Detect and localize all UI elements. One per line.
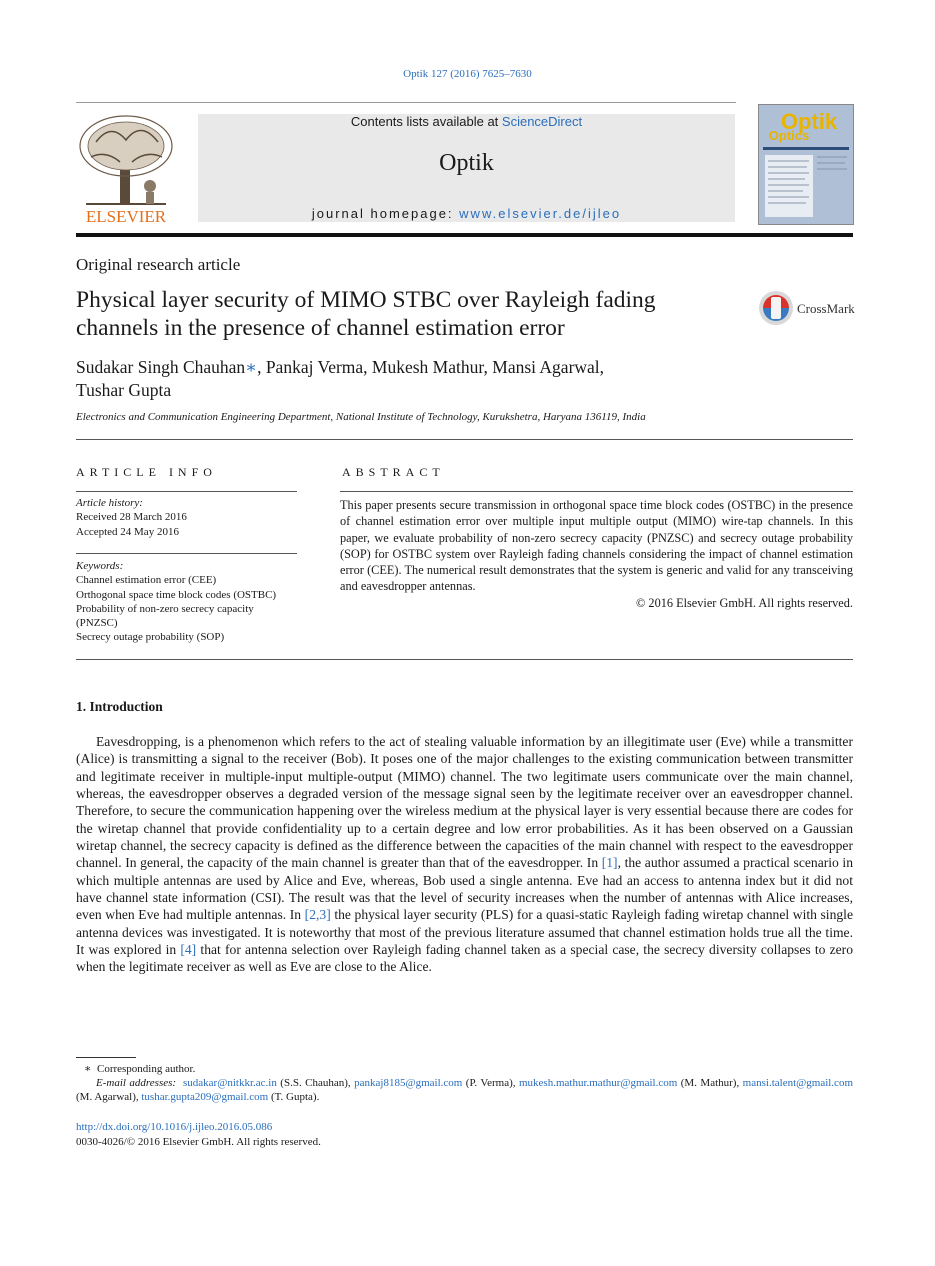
keyword-item: (PNZSC): [76, 617, 118, 630]
email-link-chauhan[interactable]: sudakar@nitkkr.ac.in: [183, 1077, 277, 1089]
email-owner: (T. Gupta).: [268, 1091, 320, 1103]
email-owner: (M. Mathur),: [677, 1077, 743, 1089]
reference-link-1[interactable]: [1]: [601, 855, 618, 871]
corresponding-label: Corresponding author.: [96, 1063, 196, 1075]
intro-text-1: Eavesdropping, is a phenomenon which refers to the act of stealing valuable information by an illegitimate user (Eve) while a transmitter (Alice) is transmitting a signal to the receiver (Bob). It poses one of the major challenges to the existing communication between transmitter and legitimate receiver in multiple-input multiple-output (MIMO) channel. The two legitimate users communicate over the main channel, whereas, the eavesdropper observes a degraded version of the message signal seen by the legitimate receiver over an eavesdropper channel. Therefore, to secure the communication happening over the wireless medium at the physical layer is very essential because there are codes for the wiretap channel that provide confidentiality up to a certain degree and low error probabilities. As it has been observed on a Gaussian wiretap channel, the secrecy capacity is defined as the difference between the capacities of the main channel with respect to the eavesdropper channel. In general, the capacity of the main channel is greater than that of the eavesdropper. In: [76, 734, 853, 871]
reference-link-2-3[interactable]: [2,3]: [304, 907, 331, 923]
abstract-heading: ABSTRACT: [342, 465, 445, 479]
affiliation: Electronics and Communication Engineering Department, National Institute of Technology, Kurukshetra, Haryana 136119, India: [76, 411, 646, 423]
author-rest: , Pankaj Verma, Mukesh Mathur, Mansi Agarwal,: [257, 357, 605, 377]
email-link-gupta[interactable]: tushar.gupta209@gmail.com: [141, 1091, 269, 1103]
email-owner: (M. Agarwal),: [76, 1091, 142, 1103]
intro-text-3: the physical layer security (PLS) for a quasi-static Rayleigh fading wiretap channel with single antenna devices was investigated. It is noteworthy that most of the previous literature assumed that channel estimation holds true all the time. It was explored in: [76, 907, 853, 958]
email-owner: (S.S. Chauhan),: [276, 1077, 355, 1089]
header-thick-rule: [76, 233, 853, 237]
author-first: Sudakar Singh Chauhan: [76, 357, 246, 377]
elsevier-logo: [76, 112, 176, 224]
contents-line: [198, 114, 735, 129]
keyword-item: Orthogonal space time block codes (OSTBC): [76, 588, 277, 601]
footnotes: [76, 1062, 853, 1104]
abstract-copyright: © 2016 Elsevier GmbH. All rights reserved.: [636, 595, 853, 610]
email-link-verma[interactable]: pankaj8185@gmail.com: [354, 1077, 463, 1089]
article-info-heading: ARTICLE INFO: [76, 465, 217, 479]
footnote-mark: ∗: [84, 1063, 92, 1075]
abstract-rule: [340, 491, 853, 492]
history-label: Article history:: [76, 497, 143, 509]
journal-name: Optik: [439, 150, 494, 176]
intro-text-4: that for antenna selection over Rayleigh fading channel taken as a special case, the secrecy diversity collapses to zero when the legitimate receiver as well as Eve are close to the Alice.: [76, 942, 853, 975]
email-label: E-mail addresses:: [96, 1077, 177, 1089]
elsevier-wordmark: ELSEVIER: [85, 207, 167, 224]
journal-homepage: [198, 206, 735, 221]
email-owner: (P. Verma),: [462, 1077, 519, 1089]
footnote-rule: [76, 1057, 136, 1058]
reference-link-4[interactable]: [4]: [180, 942, 197, 958]
email-addresses: [76, 1076, 853, 1104]
introduction-heading: 1. Introduction: [76, 699, 163, 714]
article-title: Physical layer security of MIMO STBC over Rayleigh fading channels in the presence of channel estimation error: [76, 287, 656, 341]
intro-text-2: , the author assumed a practical scenario in which multiple antennas are used by Alice and Eve, whereas, Bob used a single antenna. Eve had an access to antenna index but it did not have channel state information (CSI). The result was that the level of security increases when the number of antennas with Alice increases, even when Eve had multiple antennas. In: [76, 855, 853, 923]
email-link-mathur[interactable]: mukesh.mathur.mathur@gmail.com: [518, 1077, 678, 1089]
author-list: [76, 356, 736, 402]
doi-link[interactable]: http://dx.doi.org/10.1016/j.ijleo.2016.05.086: [76, 1121, 273, 1133]
accepted-date: Accepted 24 May 2016: [76, 525, 179, 538]
homepage-prefix: journal homepage:: [311, 206, 460, 221]
keyword-item: Secrecy outage probability (SOP): [76, 631, 225, 644]
keywords-rule: [76, 553, 297, 554]
abstract-body: [340, 497, 853, 611]
article-history: [76, 496, 301, 539]
article-info-rule: [76, 491, 297, 492]
introduction-body: [76, 733, 853, 976]
cover-subtitle: Optics: [768, 128, 810, 143]
keyword-item: Probability of non-zero secrecy capacity: [76, 602, 254, 615]
journal-citation-link[interactable]: Optik 127 (2016) 7625–7630: [403, 68, 532, 80]
corresponding-note: [76, 1062, 853, 1076]
cover-title: Optik: [780, 109, 838, 134]
abstract-bottom-rule: [76, 659, 853, 660]
author-last: Tushar Gupta: [76, 380, 172, 400]
journal-cover-image: [758, 104, 854, 225]
keyword-item: Channel estimation error (CEE): [76, 574, 217, 587]
issn-copyright: 0030-4026/© 2016 Elsevier GmbH. All rights reserved.: [76, 1136, 321, 1148]
keywords-label: Keywords:: [76, 560, 124, 572]
email-link-agarwal[interactable]: mansi.talent@gmail.com: [742, 1077, 853, 1089]
received-date: Received 28 March 2016: [76, 511, 187, 524]
title-rule: [76, 439, 853, 440]
crossmark-label: CrossMark: [797, 301, 855, 316]
article-type: Original research article: [76, 255, 241, 274]
sciencedirect-link[interactable]: ScienceDirect: [501, 114, 583, 129]
crossmark-badge[interactable]: [757, 289, 857, 327]
introduction-paragraph: [76, 733, 853, 976]
homepage-link[interactable]: www.elsevier.de/ijleo: [459, 206, 622, 221]
abstract-text: This paper presents secure transmission in orthogonal space time block codes (OSTBC) in the presence of channel estimation error over multiple input multiple output (MIMO) wire-tap channels. In this paper, we evaluate probability of non-zero secrecy capacity (PNZSC) and secrecy outage probability (SOP) for OSTBC system over Rayleigh fading channels considering the impact of channel estimation error (CEE). The numerical result demonstrates that the system is generic and valid for any transceiving and eavesdropper antennas.: [340, 498, 853, 594]
contents-prefix: Contents lists available at: [350, 114, 502, 129]
keywords-block: [76, 559, 304, 645]
corresponding-author-mark[interactable]: ∗: [245, 357, 258, 377]
header-rule: [76, 102, 736, 103]
